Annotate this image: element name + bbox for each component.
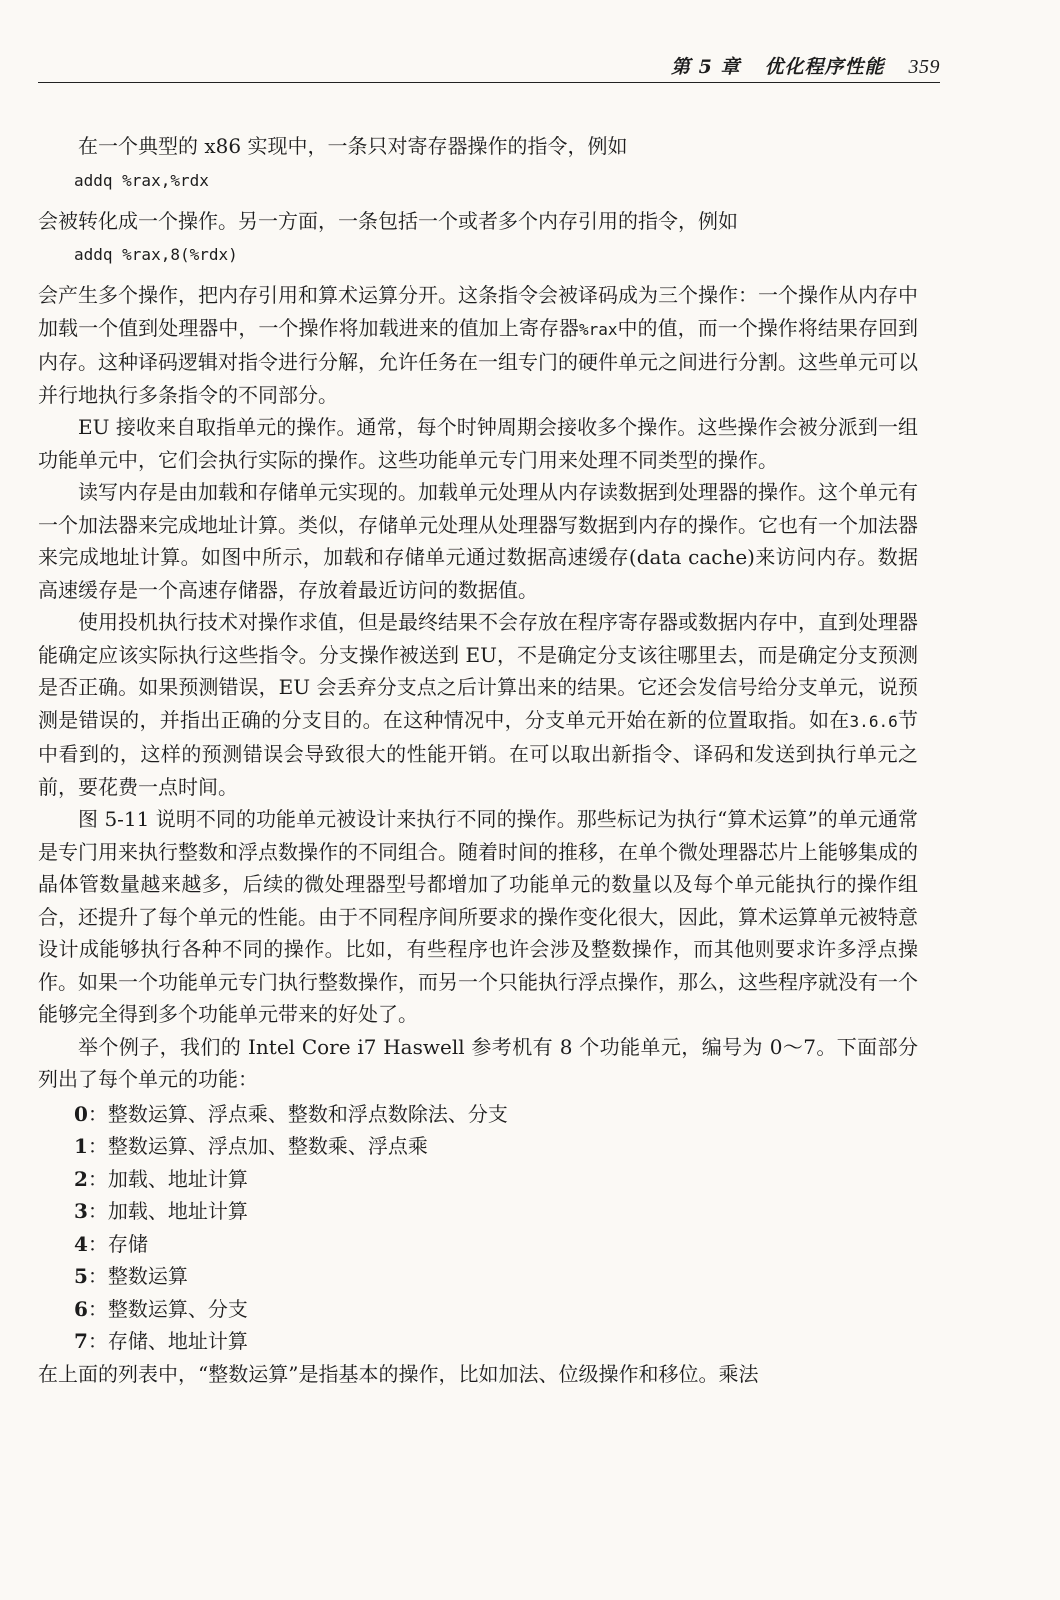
running-header [38,48,940,83]
list-item [74,1228,918,1261]
paragraph-7: 图 5-11 说明不同的功能单元被设计来执行不同的操作。那些标记为执行“算术运算”的单元通常是专门用来执行整数和浮点数操作的不同组合。随着时间的推移，在单个微处理器芯片上能够集成的晶体管数量越来越多，后续的微处理器型号都增加了功能单元的数量以及每个单元能执行的操作组合，还提升了每个单元的性能。由于不同程序间所要求的操作变化很大，因此，算术运算单元被特意设计成能够执行各种不同的操作。比如，有些程序也许会涉及整数操作，而其他则要求许多浮点操作。如果一个功能单元专门执行整数操作，而另一个只能执行浮点操作，那么，这些程序就没有一个能够完全得到多个功能单元带来的好处了。 [38,807,918,1026]
list-item [74,1130,918,1163]
page-body [38,130,918,1390]
code-example-2: addq %rax,8(%rdx) [74,245,238,264]
unit-number: 2 [74,1166,88,1191]
paragraph-4: EU 接收来自取指单元的操作。通常，每个时钟周期会接收多个操作。这些操作会被分派到一组功能单元中，它们会执行实际的操作。这些功能单元专门用来处理不同类型的操作。 [38,415,918,472]
unit-description: 整数运算、浮点加、整数乘、浮点乘 [107,1134,428,1158]
unit-description: 整数运算 [107,1264,188,1288]
unit-description: 整数运算、分支 [107,1296,248,1321]
unit-number: 7 [74,1329,88,1353]
paragraph-6 [38,606,918,803]
list-item [74,1163,918,1196]
chapter-title: 优化程序性能 [764,56,885,78]
unit-number: 0 [74,1101,88,1126]
list-item [74,1098,918,1131]
unit-description: 存储、地址计算 [107,1329,248,1353]
paragraph-8: 举个例子，我们的 Intel Core i7 Haswell 参考机有 8 个功能单元，编号为 0～7。下面部分列出了每个单元的功能： [38,1034,918,1091]
section-reference: 3.6.6 [849,711,898,731]
list-item [74,1293,918,1326]
unit-number: 3 [74,1199,88,1223]
unit-description: 加载、地址计算 [107,1166,248,1191]
functional-unit-list [38,1098,918,1358]
paragraph-2: 会被转化成一个操作。另一方面，一条包括一个或者多个内存引用的指令，例如 [38,208,738,233]
list-separator: ： [87,1329,108,1353]
unit-number: 4 [74,1231,88,1256]
unit-description: 存储 [107,1231,148,1256]
list-item [74,1195,918,1228]
unit-number: 5 [74,1264,88,1288]
chapter-label: 第 5 章 [671,56,741,78]
unit-description: 整数运算、浮点乘、整数和浮点数除法、分支 [107,1101,508,1126]
list-separator: ： [87,1166,108,1191]
list-separator: ： [87,1264,108,1288]
unit-number: 6 [74,1296,88,1321]
paragraph-1: 在一个典型的 x86 实现中，一条只对寄存器操作的指令，例如 [78,134,628,158]
list-item [74,1260,918,1293]
page-number: 359 [908,56,940,78]
paragraph-3 [38,279,918,411]
paragraph-5: 读写内存是由加载和存储单元实现的。加载单元处理从内存读数据到处理器的操作。这个单元有一个加法器来完成地址计算。类似，存储单元处理从处理器写数据到内存的操作。它也有一个加法器来完成地址计算。如图中所示，加载和存储单元通过数据高速缓存(data cache)来访问内存。数据高速缓存是一个高速存储器，存放着最近访问的数据值。 [38,480,918,602]
unit-description: 加载、地址计算 [107,1199,248,1223]
paragraph-6-part-b: 节中看到的，这样的预测错误会导致很大的性能开销。在可以取出新指令、译码和发送到执行单元之前，要花费一点时间。 [38,707,919,799]
list-separator: ： [87,1231,108,1256]
paragraph-6-part-a: 使用投机执行技术对操作求值，但是最终结果不会存放在程序寄存器或数据内存中，直到处理器能确定应该实际执行这些指令。分支操作被送到 EU，不是确定分支该往哪里去，而是确定分支预测是否正确。如果预测错误，EU 会丢弃分支点之后计算出来的结果。它还会发信号给分支单元，说预测是错误的，并指出正确的分支目的。在这种情况中，分支单元开始在新的位置取指。如在 [38,610,918,732]
register-name: %rax [578,319,618,339]
code-example-1: addq %rax,%rdx [74,170,209,190]
list-separator: ： [87,1199,108,1223]
header-text [671,52,940,79]
unit-number: 1 [74,1134,88,1158]
list-separator: ： [87,1296,108,1321]
list-separator: ： [87,1134,108,1158]
list-separator: ： [87,1101,108,1126]
list-item [74,1325,918,1358]
paragraph-9: 在上面的列表中，“整数运算”是指基本的操作，比如加法、位级操作和移位。乘法 [38,1361,759,1386]
paragraph-3-part-a: 会产生多个操作，把内存引用和算术运算分开。这条指令会被译码成为三个操作：一个操作从内存中加载一个值到处理器中，一个操作将加载进来的值加上寄存器 [38,283,918,340]
paragraph-3-part-b: 中的值，而一个操作将结果存回到内存。这种译码逻辑对指令进行分解，允许任务在一组专门的硬件单元之间进行分割。这些单元可以并行地执行多条指令的不同部分。 [38,315,919,407]
